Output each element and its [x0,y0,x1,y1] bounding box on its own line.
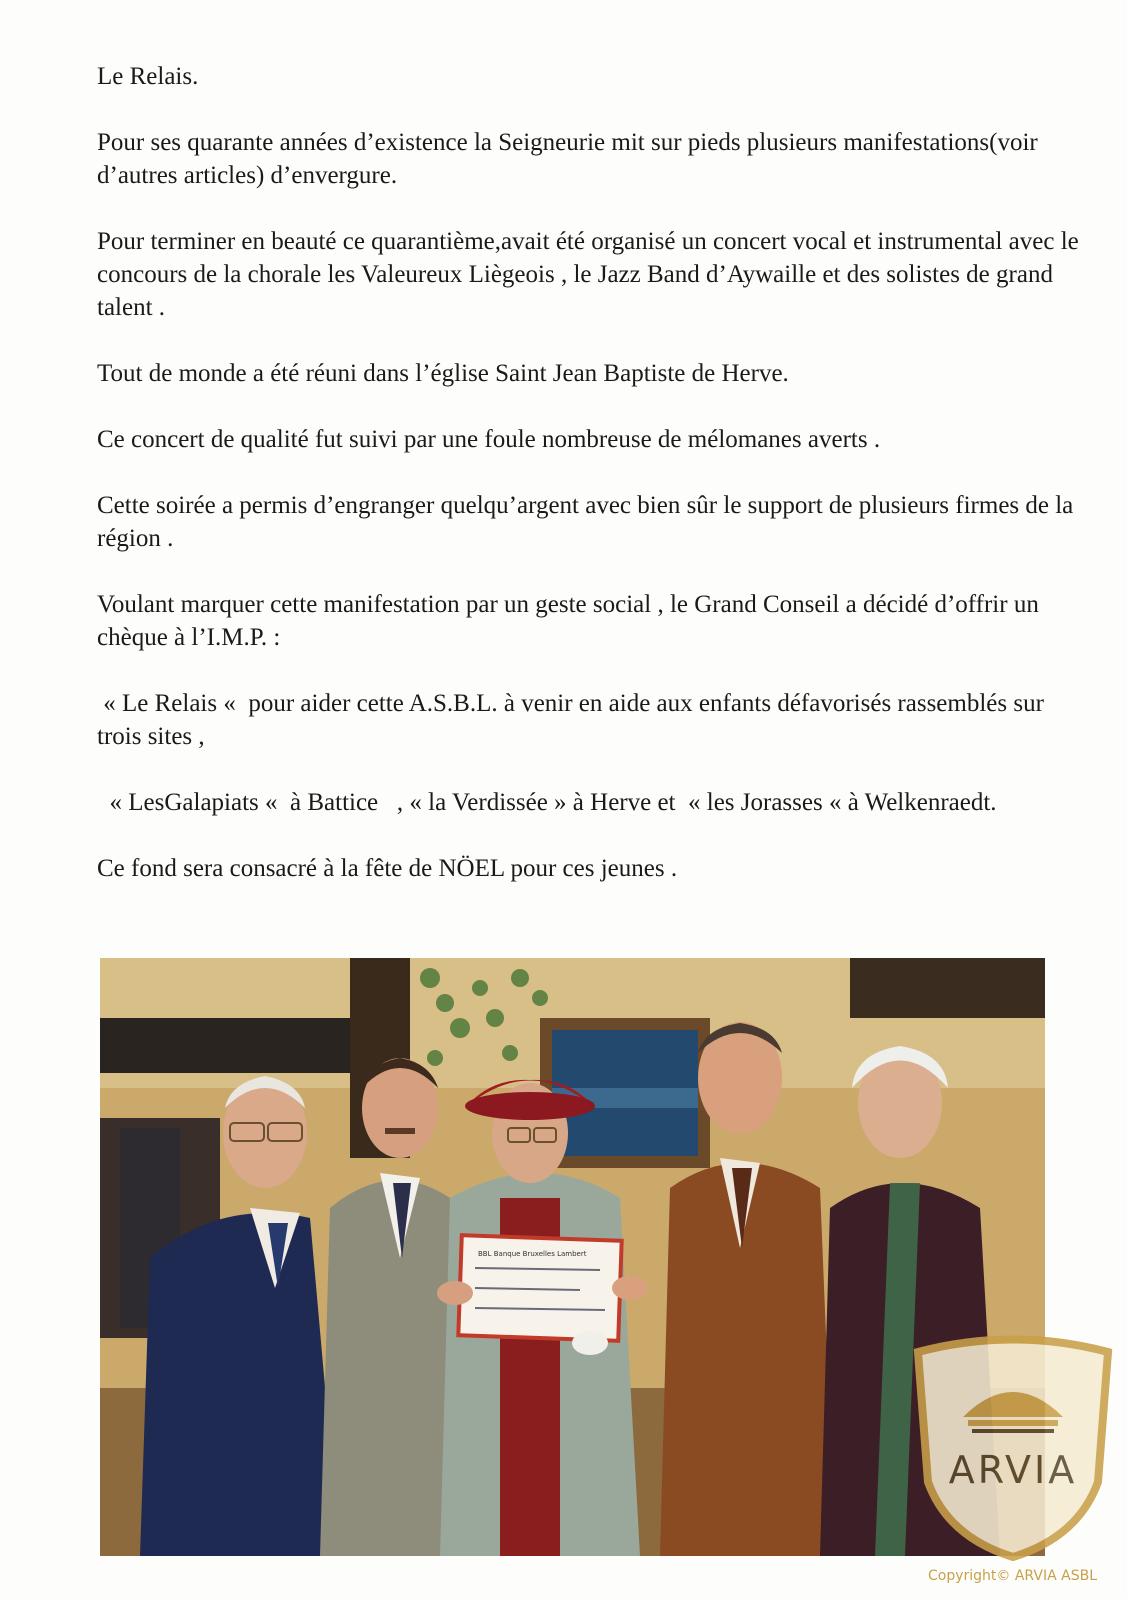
cheque-presentation-photo [100,958,1045,1556]
wall-beam [100,1018,350,1073]
paragraph-sites: « LesGalapiats « à Battice , « la Verdissée » à Herve et « les Jorasses « à Welkenraedt. [97,789,997,816]
cheque-bank-label: BBL Banque Bruxelles Lambert [478,1250,587,1258]
paragraph-concert: Pour terminer en beauté ce quarantième,avait été organisé un concert vocal et instrumental avec le concours de la chorale les Valeureux Liègeois , le Jazz Band d’Aywaille et des solistes de grand talent . [97,228,1085,321]
article-title: Le Relais. [97,63,199,90]
paragraph-anniversary: Pour ses quarante années d’existence la Seigneurie mit sur pieds plusieurs manifestations(voir d’autres articles) d’envergure. [97,129,1044,189]
cheque [458,1235,621,1341]
paragraph-funds: Cette soirée a permis d’engranger quelqu’argent avec bien sûr le support de plusieurs firmes de la région . [97,492,1080,552]
shield-icon [908,1332,1118,1562]
paragraph-cheque: Voulant marquer cette manifestation par un geste social , le Grand Conseil a décidé d’offrir un chèque à l’I.M.P. : [97,591,1046,651]
paragraph-relais: « Le Relais « pour aider cette A.S.B.L. à venir en aide aux enfants défavorisés rassemblés sur trois sites , [97,690,1051,750]
photo-illustration [100,958,1045,1556]
watermark-logo-text: ARVIA [948,1448,1078,1492]
paragraph-venue: Tout de monde a été réuni dans l’église Saint Jean Baptiste de Herve. [97,360,789,387]
article-text [97,60,1087,918]
arvia-watermark [908,1332,1118,1562]
paragraph-audience: Ce concert de qualité fut suivi par une foule nombreuse de mélomanes averts . [97,426,881,453]
copyright-notice: Copyright© ARVIA ASBL [928,1568,1097,1584]
paragraph-noel: Ce fond sera consacré à la fête de NÖEL pour ces jeunes . [97,855,678,882]
